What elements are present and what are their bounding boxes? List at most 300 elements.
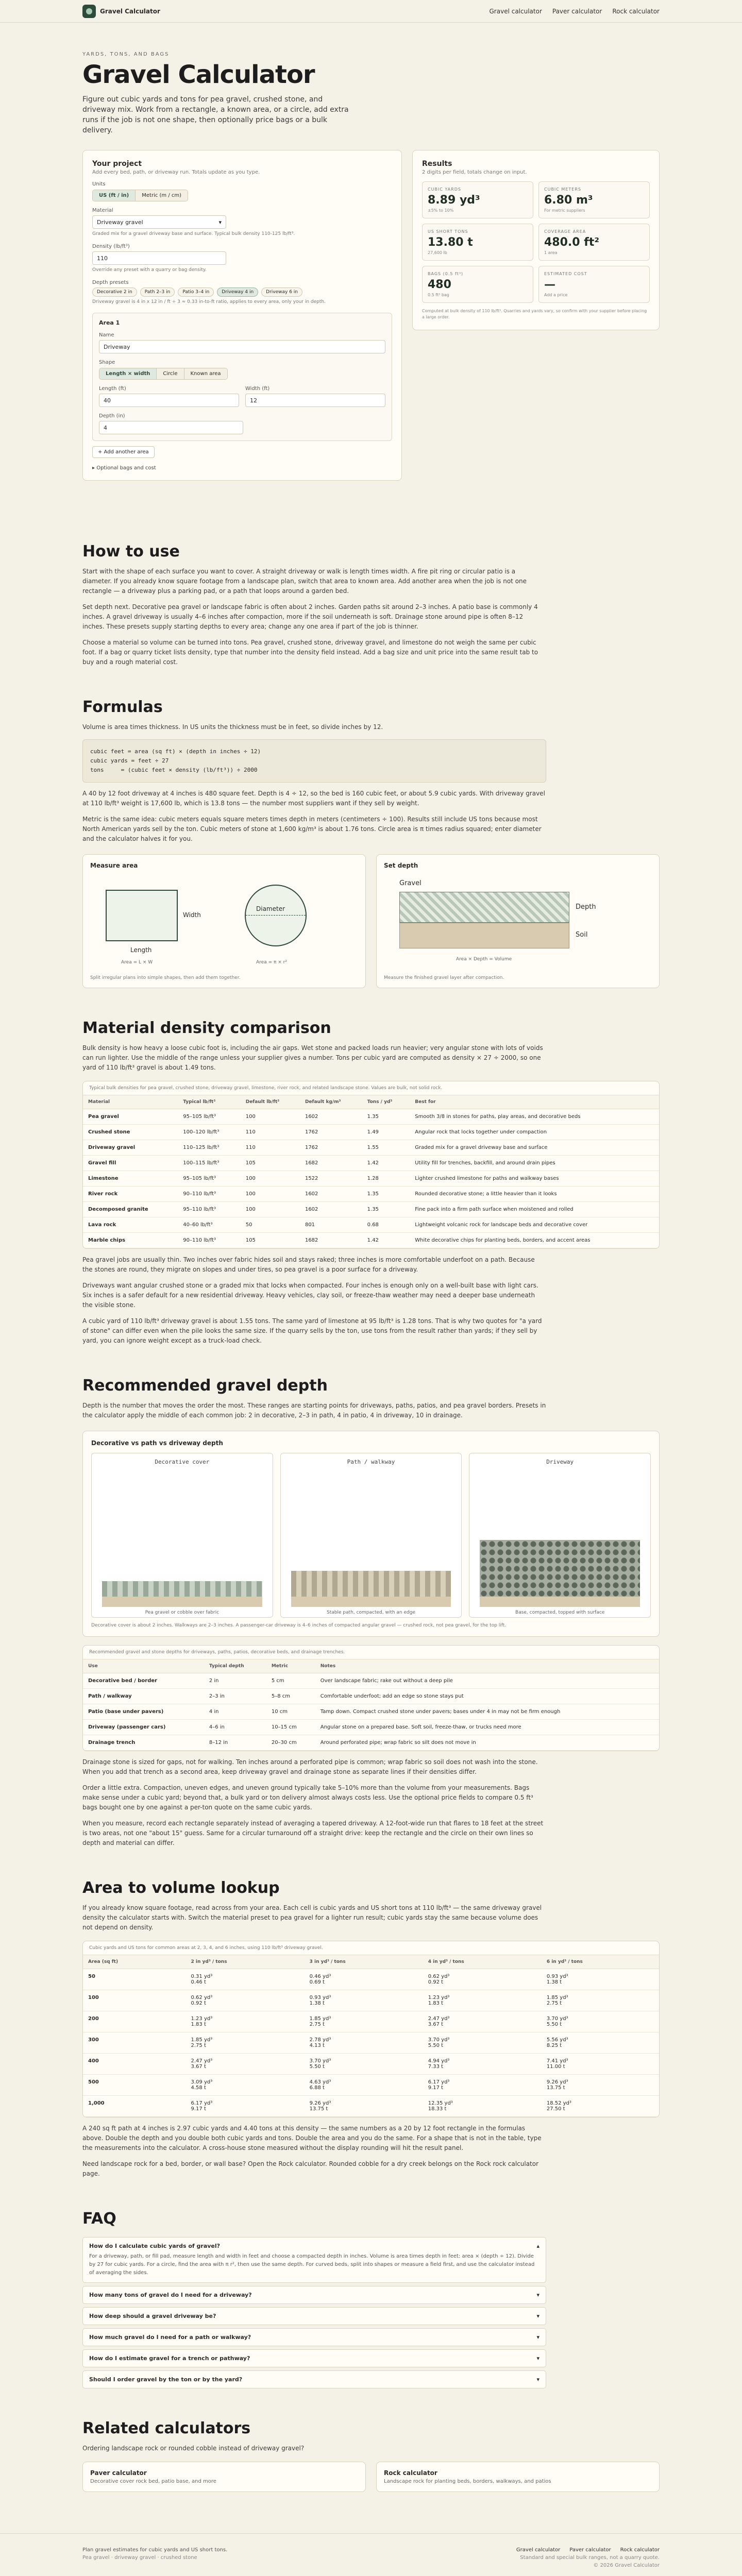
- result-sub: 1 area: [544, 250, 558, 255]
- table-cell: 95–110 lb/ft³: [178, 1202, 241, 1217]
- footer-text: Plan gravel estimates for cubic yards and US short tons.: [82, 2547, 228, 2553]
- table-cell: 12.35 yd³ 18.33 t: [423, 2096, 542, 2117]
- faq-answer: For a driveway, path, or fill pad, measure length and width in feet and choose a compacted depth in inches. Volume is area times depth in feet: area × (depth ÷ 12). Divide by 27 for cubic yards. For a circle, find the area with π r², then use the same depth. For curved beds, split into shapes or measure a field first, and use the calculator instead of averaging the sides.: [89, 2253, 535, 2276]
- table-cell: Fine pack into a firm path surface when moistened and rolled: [410, 1202, 660, 1217]
- table-row: [83, 1217, 660, 1233]
- table-cell: 0.62 yd³ 0.92 t: [186, 1990, 305, 2011]
- table-cell: 1.49: [362, 1125, 410, 1140]
- figure-title: Measure area: [90, 862, 138, 869]
- table-cell: Angular rock that locks together under compaction: [410, 1125, 660, 1140]
- result-card: [422, 181, 533, 218]
- nav-rock-link[interactable]: Rock calculator: [612, 8, 660, 15]
- table-cell: 2–3 in: [204, 1689, 266, 1704]
- column-header: Typical lb/ft³: [178, 1095, 241, 1109]
- table-cell: Pea gravel: [83, 1109, 178, 1125]
- faq-item[interactable]: [82, 2328, 546, 2346]
- column-header: Best for: [410, 1095, 660, 1109]
- lookup-table: [83, 1955, 660, 2117]
- formulas-paragraph: Volume is area times thickness. In US units the thickness must be in feet, so divide inches by 12.: [82, 723, 383, 731]
- width-input[interactable]: [245, 394, 385, 407]
- depth-paragraph: Depth is the number that moves the order the most. These ranges are starting points for driveways, paths, patios, and pea gravel borders. Presets in the calculator apply the middle of each common job: 2 in decorative, 2–3 in path, 4 in patio, 4 in driveway, 10 in drainage.: [82, 1402, 546, 1419]
- depth-cards: [91, 1453, 651, 1618]
- table-cell: 50: [241, 1217, 300, 1233]
- shape-label: Shape: [99, 360, 115, 365]
- depth-presets: [92, 287, 392, 297]
- shape-rect-option[interactable]: Length × width: [99, 368, 157, 379]
- results-footnote: Computed at bulk density of 110 lb/ft³. Quarries and yards vary, so confirm with your supplier before placing a large order.: [422, 309, 647, 319]
- density-paragraph: A cubic yard of 110 lb/ft³ driveway gravel is about 1.55 tons. The same yard of limestone at 95 lb/ft³ is 1.28 tons. That is why two quotes for "a yard of stone" can differ even when the pile looks the same size. If the quarry sells by the ton, use tons from the result rather than yards; if they sell by yard, you can ignore weight except as a truck-load check.: [82, 1317, 542, 1344]
- table-cell: Driveway (passenger cars): [83, 1720, 204, 1735]
- column-header: Use: [83, 1659, 204, 1673]
- table-cell: 50: [83, 1969, 186, 1990]
- result-card: [422, 266, 533, 303]
- table-cell: Decomposed granite: [83, 1202, 178, 1217]
- chevron-down-icon: ▾: [536, 2292, 539, 2298]
- column-header: 6 in yd³ / tons: [542, 1955, 660, 1969]
- length-value: 40: [104, 397, 111, 404]
- figure-caption: Measure the finished gravel layer after compaction.: [384, 975, 504, 980]
- related-desc: Landscape rock for planting beds, borders, walkways, and patios: [384, 2479, 551, 2484]
- area-name-input[interactable]: [99, 340, 385, 353]
- column-header: Default lb/ft³: [241, 1095, 300, 1109]
- shape-toggle: [99, 368, 228, 380]
- shape-circle-option[interactable]: Circle: [157, 368, 184, 379]
- soil-layer: [102, 1597, 262, 1607]
- table-cell: 18.52 yd³ 27.50 t: [542, 2096, 660, 2117]
- table-cell: 0.93 yd³ 1.38 t: [542, 1969, 660, 1990]
- faq-item[interactable]: [82, 2237, 546, 2283]
- table-caption: Cubic yards and US tons for common areas at 2, 3, 4, and 6 inches, using 110 lb/ft³ driveway gravel.: [83, 1941, 659, 1955]
- table-cell: 100–115 lb/ft³: [178, 1156, 241, 1171]
- result-sub: 0.5 ft³ bag: [428, 293, 449, 297]
- soil-layer: [480, 1597, 640, 1607]
- chevron-down-icon: ▾: [218, 218, 222, 226]
- density-value: 110: [97, 255, 108, 262]
- table-cell: 105: [241, 1156, 300, 1171]
- result-key: CUBIC METERS: [544, 187, 581, 192]
- result-sub: Add a price: [544, 293, 568, 297]
- density-label: Density (lb/ft³): [92, 244, 130, 249]
- table-row: [83, 1689, 660, 1704]
- table-cell: 95–105 lb/ft³: [178, 1109, 241, 1125]
- project-panel: [82, 150, 402, 481]
- figure-caption: Split irregular plans into simple shapes, then add them together.: [90, 975, 241, 980]
- depth-table-card: [82, 1645, 660, 1751]
- nav-paver-link[interactable]: Paver calculator: [552, 8, 602, 15]
- table-cell: 200: [83, 2011, 186, 2032]
- related-list: [82, 2462, 660, 2492]
- gravel-label: Gravel: [399, 879, 421, 887]
- site-header: [0, 0, 742, 23]
- table-cell: 100: [83, 1990, 186, 2011]
- table-cell: 5–8 cm: [266, 1689, 315, 1704]
- gravel-layer: [480, 1540, 640, 1597]
- column-header: 3 in yd³ / tons: [305, 1955, 423, 1969]
- table-cell: Limestone: [83, 1171, 178, 1187]
- depth-presets-label: Depth presets: [92, 280, 129, 285]
- table-cell: 100: [241, 1171, 300, 1187]
- units-toggle: [92, 190, 188, 201]
- units-us-option[interactable]: US (ft / in): [93, 190, 136, 201]
- area-name-value: Driveway: [104, 343, 130, 350]
- depth-card-sub: Stable path, compacted, with an edge: [327, 1610, 415, 1615]
- table-cell: Lava rock: [83, 1217, 178, 1233]
- faq-question: How much gravel do I need for a path or walkway?: [89, 2334, 251, 2341]
- table-cell: 4.63 yd³ 6.88 t: [305, 2075, 423, 2096]
- column-header: Tons / yd³: [362, 1095, 410, 1109]
- table-row: [83, 1233, 660, 1248]
- density-table-card: [82, 1081, 660, 1249]
- depth-card-title: Decorative cover: [155, 1459, 210, 1465]
- faq-question: How do I estimate gravel for a trench or pathway?: [89, 2355, 250, 2362]
- table-cell: Lightweight volcanic rock for landscape beds and decorative cover: [410, 1217, 660, 1233]
- table-cell: Comfortable underfoot; add an edge so stone stays put: [315, 1689, 660, 1704]
- table-cell: 3.09 yd³ 4.58 t: [186, 2075, 305, 2096]
- table-cell: 1.85 yd³ 2.75 t: [305, 2011, 423, 2032]
- table-cell: 500: [83, 2075, 186, 2096]
- howto-paragraph: Choose a material so volume can be turned into tons. Pea gravel, crushed stone, driveway gravel, and limestone do not weigh the same per cubic foot. If a bag or quarry ticket lists density, type that number into the density field instead. Add a bag size and unit price into the same result tab to buy and a rough material cost.: [82, 639, 538, 666]
- depth-note: Driveway gravel is 4 in x 12 in / ft ÷ 3 ≈ 0.33 in-to-ft ratio, applies to every area, only your in depth.: [92, 299, 326, 304]
- depth-card-decorative: [91, 1453, 273, 1618]
- table-row: [83, 2011, 660, 2032]
- add-area-button[interactable]: + Add another area: [92, 446, 155, 458]
- table-cell: Rounded decorative stone; a little heavier than it looks: [410, 1187, 660, 1202]
- howto-heading: How to use: [82, 543, 180, 561]
- density-note: Override any preset with a quarry or bag density.: [92, 267, 207, 273]
- measure-area-figure: [82, 854, 366, 988]
- table-cell: Decorative bed / border: [83, 1673, 204, 1689]
- table-cell: 1762: [300, 1140, 362, 1156]
- column-header: Area (sq ft): [83, 1955, 186, 1969]
- depth-chip[interactable]: Patio 3–4 in: [178, 287, 214, 297]
- table-cell: 1.23 yd³ 1.83 t: [423, 1990, 542, 2011]
- table-cell: 2.78 yd³ 4.13 t: [305, 2032, 423, 2054]
- table-cell: Around perforated pipe; wrap fabric so silt does not move in: [315, 1735, 660, 1751]
- table-cell: 1.23 yd³ 1.83 t: [186, 2011, 305, 2032]
- column-header: 4 in yd³ / tons: [423, 1955, 542, 1969]
- table-row: [83, 1673, 660, 1689]
- chevron-down-icon: ▾: [536, 2376, 539, 2383]
- units-label: Units: [92, 181, 106, 187]
- table-cell: 90–110 lb/ft³: [178, 1233, 241, 1248]
- footer-nav: [516, 2547, 660, 2553]
- table-cell: 3.70 yd³ 5.50 t: [542, 2011, 660, 2032]
- table-row: [83, 2054, 660, 2075]
- diameter-line: [246, 915, 306, 916]
- depth-formula: Area × Depth = Volume: [456, 957, 512, 962]
- table-cell: Drainage trench: [83, 1735, 204, 1751]
- lookup-table-card: [82, 1941, 660, 2117]
- material-label: Material: [92, 208, 113, 213]
- soil-label: Soil: [576, 931, 588, 939]
- howto-paragraph: Set depth next. Decorative pea gravel or landscape fabric is often about 2 inches. Garden paths sit around 2–3 inches. A patio base is commonly 4 inches. A gravel driveway is usually 4–6 inches after compaction, more if the soil underneath is soft. Drainage stone around pipe is often 8–12 inches. These presets supply starting depths to every area; change any one area if part of the job is thinner.: [82, 603, 538, 630]
- related-card[interactable]: [376, 2462, 660, 2492]
- project-subtitle: Add every bed, path, or driveway run. Totals update as you type.: [92, 170, 260, 175]
- table-cell: Smooth 3/8 in stones for paths, play areas, and decorative beds: [410, 1109, 660, 1125]
- length-input[interactable]: [99, 394, 239, 407]
- table-cell: Marble chips: [83, 1233, 178, 1248]
- gravel-layer: [102, 1581, 262, 1597]
- lookup-heading: Area to volume lookup: [82, 1879, 280, 1897]
- table-cell: 0.31 yd³ 0.46 t: [186, 1969, 305, 1990]
- table-cell: 5.56 yd³ 8.25 t: [542, 2032, 660, 2054]
- column-header: 2 in yd³ / tons: [186, 1955, 305, 1969]
- rectangle-shape: [106, 890, 178, 941]
- table-cell: 0.93 yd³ 1.38 t: [305, 1990, 423, 2011]
- results-title: Results: [422, 160, 452, 168]
- depth-card-title: Driveway: [546, 1459, 574, 1465]
- soil-layer: [399, 923, 569, 948]
- chevron-down-icon: ▾: [536, 2334, 539, 2341]
- result-value: 480: [428, 278, 451, 291]
- depth-label: Depth: [576, 903, 596, 911]
- units-metric-option[interactable]: Metric (m / cm): [136, 190, 188, 201]
- formulas-heading: Formulas: [82, 698, 163, 716]
- related-heading: Related calculators: [82, 2419, 251, 2437]
- soil-layer: [291, 1597, 451, 1607]
- results-grid: [422, 181, 650, 303]
- table-cell: River rock: [83, 1187, 178, 1202]
- result-value: 8.89 yd³: [428, 194, 480, 207]
- table-cell: Lighter crushed limestone for paths and walkway bases: [410, 1171, 660, 1187]
- faq-question: How deep should a gravel driveway be?: [89, 2313, 216, 2319]
- result-key: COVERAGE AREA: [544, 229, 586, 234]
- density-heading: Material density comparison: [82, 1019, 331, 1037]
- related-card[interactable]: [82, 2462, 366, 2492]
- faq-list: [82, 2237, 546, 2388]
- table-cell: 1.55: [362, 1140, 410, 1156]
- depth-card-title: Path / walkway: [347, 1459, 395, 1465]
- depth-heading: Recommended gravel depth: [82, 1377, 328, 1395]
- faq-item[interactable]: [82, 2349, 546, 2367]
- results-subtitle: 2 digits per field, totals change on input.: [422, 170, 527, 175]
- result-value: 480.0 ft²: [544, 236, 599, 249]
- column-header: Material: [83, 1095, 178, 1109]
- faq-question: How do I calculate cubic yards of gravel?: [89, 2243, 221, 2249]
- table-cell: 1.35: [362, 1187, 410, 1202]
- brand[interactable]: [82, 5, 160, 18]
- table-row: [83, 1125, 660, 1140]
- column-header: Typical depth: [204, 1659, 266, 1673]
- table-row: [83, 2032, 660, 2054]
- table-cell: 105: [241, 1233, 300, 1248]
- chevron-up-icon: ▴: [536, 2243, 539, 2249]
- table-cell: 1.42: [362, 1156, 410, 1171]
- site-footer: [0, 2533, 742, 2576]
- depth-chip[interactable]: Decorative 2 in: [92, 287, 137, 297]
- table-row: [83, 1735, 660, 1751]
- table-cell: 1682: [300, 1233, 362, 1248]
- table-cell: 40–60 lb/ft³: [178, 1217, 241, 1233]
- table-cell: 1762: [300, 1125, 362, 1140]
- page-title: Gravel Calculator: [82, 60, 315, 89]
- footer-rock-link[interactable]: Rock calculator: [620, 2547, 660, 2553]
- table-cell: 20–30 cm: [266, 1735, 315, 1751]
- table-row: [83, 2075, 660, 2096]
- table-cell: 110: [241, 1125, 300, 1140]
- table-cell: 1602: [300, 1202, 362, 1217]
- result-card: [538, 224, 650, 261]
- faq-item[interactable]: [82, 2286, 546, 2304]
- top-nav: [490, 8, 660, 15]
- faq-item[interactable]: [82, 2370, 546, 2388]
- table-cell: 90–110 lb/ft³: [178, 1187, 241, 1202]
- depth-chip[interactable]: Path 2–3 in: [140, 287, 175, 297]
- result-card: [538, 181, 650, 218]
- table-cell: 8–12 in: [204, 1735, 266, 1751]
- table-cell: 1.35: [362, 1202, 410, 1217]
- related-desc: Decorative cover rock bed, patio base, and more: [90, 2479, 216, 2484]
- table-cell: Path / walkway: [83, 1689, 204, 1704]
- result-key: CUBIC YARDS: [428, 187, 461, 192]
- table-cell: 3.70 yd³ 5.50 t: [423, 2032, 542, 2054]
- table-cell: 110–125 lb/ft³: [178, 1140, 241, 1156]
- table-cell: 10 cm: [266, 1704, 315, 1720]
- table-cell: 1602: [300, 1187, 362, 1202]
- figure-title: Set depth: [384, 862, 418, 869]
- table-row: [83, 1109, 660, 1125]
- circle-formula: Area = π × r²: [256, 960, 287, 965]
- result-key: BAGS (0.5 ft³): [428, 272, 464, 276]
- footer-gravel-link[interactable]: Gravel calculator: [516, 2547, 561, 2553]
- table-row: [83, 2096, 660, 2117]
- table-cell: White decorative chips for planting beds, borders, and accent areas: [410, 1233, 660, 1248]
- table-cell: Crushed stone: [83, 1125, 178, 1140]
- shape-known-option[interactable]: Known area: [184, 368, 227, 379]
- figure-title: Decorative vs path vs driveway depth: [91, 1439, 223, 1447]
- table-row: [83, 1140, 660, 1156]
- faq-item[interactable]: [82, 2307, 546, 2325]
- table-row: [83, 1187, 660, 1202]
- depth-card-path: [280, 1453, 462, 1618]
- density-table: [83, 1095, 660, 1248]
- table-caption: Recommended gravel and stone depths for driveways, paths, patios, decorative beds, and drainage trenches.: [83, 1646, 659, 1659]
- table-cell: 4.94 yd³ 7.33 t: [423, 2054, 542, 2075]
- density-input[interactable]: [92, 251, 226, 265]
- nav-gravel-link[interactable]: Gravel calculator: [489, 8, 542, 15]
- result-card: [538, 266, 650, 303]
- density-paragraph: Pea gravel jobs are usually thin. Two inches over fabric hides soil and stays raked; three inches is more comfortable underfoot on a path. Because the stones are round, they migrate on slopes and under tires, so pea gravel is a poor surface for a driveway.: [82, 1256, 535, 1273]
- table-cell: 0.68: [362, 1217, 410, 1233]
- depth-chip[interactable]: Driveway 6 in: [261, 287, 302, 297]
- table-cell: 1.42: [362, 1233, 410, 1248]
- column-header: Default kg/m³: [300, 1095, 362, 1109]
- table-cell: Graded mix for a gravel driveway base and surface: [410, 1140, 660, 1156]
- table-cell: 10–15 cm: [266, 1720, 315, 1735]
- table-cell: 0.46 yd³ 0.69 t: [305, 1969, 423, 1990]
- table-row: [83, 1156, 660, 1171]
- depth-chip[interactable]: Driveway 4 in: [217, 287, 258, 297]
- footer-text: Standard and special bulk ranges, not a quarry quote.: [520, 2555, 660, 2561]
- table-cell: Patio (base under pavers): [83, 1704, 204, 1720]
- depth-in-input[interactable]: [99, 421, 243, 434]
- project-title: Your project: [92, 160, 142, 168]
- depth-card-driveway: [469, 1453, 651, 1618]
- lookup-paragraph: Need landscape rock for a bed, border, or wall base? Open the Rock calculator. Rounded cobble for a dry creek belongs on the Rock rock calculator page.: [82, 2160, 539, 2177]
- brand-name: Gravel Calculator: [100, 8, 160, 15]
- material-select[interactable]: [92, 215, 226, 229]
- lookup-paragraph: A 240 sq ft path at 4 inches is 2.97 cubic yards and 4.40 tons at this density — the same numbers as a 20 by 12 foot rectangle in the formulas above. Double the depth and you double both cubic yards and tons. Double the area and you do the same. For a shape that is not in the table, type the measurements into the calculator. A cross-house stone measured without the display rounding will hit the result panel.: [82, 2125, 542, 2151]
- table-row: [83, 1171, 660, 1187]
- hero-eyebrow: YARDS, TONS, AND BAGS: [82, 52, 170, 57]
- formulas-paragraph: Metric is the same idea: cubic meters equals square meters times depth in meters (centimeters ÷ 100). Results still include US tons because most North American yards sell by the ton. Cubic meters of stone at 1,600 kg/m³ is about 1.76 tons. Circle area is π times radius squared; enter diameter and the calculator halves it for you.: [82, 816, 542, 842]
- measure-area-diagram: [90, 874, 358, 972]
- table-cell: 2.47 yd³ 3.67 t: [186, 2054, 305, 2075]
- table-cell: 100: [241, 1202, 300, 1217]
- depth-card-sub: Base, compacted, topped with surface: [515, 1610, 605, 1615]
- related-title: Rock calculator: [384, 2469, 437, 2477]
- table-cell: 1602: [300, 1109, 362, 1125]
- depth-figure: [82, 1431, 660, 1637]
- table-cell: 1,000: [83, 2096, 186, 2117]
- table-cell: 100: [241, 1187, 300, 1202]
- table-row: [83, 1720, 660, 1735]
- howto-paragraph: Start with the shape of each surface you want to cover. A straight driveway or walk is length times width. A fire pit ring or circular patio is a diameter. If you already know square footage from a landscape plan, switch that area to known area. Add another area when the job is not one rectangle — a driveway plus a parking pad, or a path that loops around a garden bed.: [82, 568, 527, 595]
- set-depth-figure: [376, 854, 660, 988]
- table-row: [83, 1202, 660, 1217]
- footer-paver-link[interactable]: Paver calculator: [569, 2547, 611, 2553]
- depth-in-label: Depth (in): [99, 413, 125, 419]
- width-label: Width (ft): [245, 386, 270, 392]
- copyright: © 2026 Gravel Calculator: [593, 2563, 660, 2568]
- table-cell: 0.62 yd³ 0.92 t: [423, 1969, 542, 1990]
- result-sub: For metric suppliers: [544, 208, 585, 213]
- figure-caption: Decorative cover is about 2 inches. Walkways are 2–3 inches. A passenger-car driveway is 4–6 inches of compacted angular gravel — crushed rock, not pea gravel, for the top lift.: [91, 1623, 507, 1628]
- table-cell: 1522: [300, 1171, 362, 1187]
- formula-code: cubic feet = area (sq ft) × (depth in inches ÷ 12) cubic yards = feet ÷ 27 tons = (cubic feet × density (lb/ft³)) ÷ 2000: [82, 739, 546, 783]
- optional-bags-toggle[interactable]: ▸ Optional bags and cost: [92, 465, 156, 471]
- table-cell: 4–6 in: [204, 1720, 266, 1735]
- faq-question: Should I order gravel by the ton or by the yard?: [89, 2376, 243, 2383]
- table-cell: Tamp down. Compact crushed stone under pavers; bases under 4 in may not be firm enough: [315, 1704, 660, 1720]
- lookup-paragraph: If you already know square footage, read across from your area. Each cell is cubic yards and US short tons at 110 lb/ft³ — the same driveway gravel density the calculator starts with. Switch the material preset to pea gravel for a lighter run result; cubic yards stay the same because volume does not depend on density.: [82, 1904, 542, 1931]
- table-cell: 2.47 yd³ 3.67 t: [423, 2011, 542, 2032]
- faq-question: How many tons of gravel do I need for a driveway?: [89, 2292, 252, 2298]
- area-name-label: Name: [99, 332, 114, 338]
- depth-card-sub: Pea gravel or cobble over fabric: [145, 1610, 220, 1615]
- area-card: [92, 313, 392, 441]
- table-caption: Typical bulk densities for pea gravel, crushed stone, driveway gravel, limestone, river rock, and related landscape stone. Values are bulk, not solid rock.: [83, 1081, 659, 1095]
- width-value: 12: [250, 397, 257, 404]
- gravel-layer: [291, 1571, 451, 1597]
- table-cell: 6.17 yd³ 9.17 t: [186, 2096, 305, 2117]
- result-value: 13.80 t: [428, 236, 473, 249]
- result-key: ESTIMATED COST: [544, 272, 587, 276]
- table-cell: 95–105 lb/ft³: [178, 1171, 241, 1187]
- table-cell: 7.41 yd³ 11.00 t: [542, 2054, 660, 2075]
- result-value: 6.80 m³: [544, 194, 593, 207]
- table-cell: 6.17 yd³ 9.17 t: [423, 2075, 542, 2096]
- table-cell: 400: [83, 2054, 186, 2075]
- chevron-down-icon: ▾: [536, 2313, 539, 2319]
- result-sub: 27,600 lb: [428, 250, 447, 255]
- table-row: [83, 1969, 660, 1990]
- table-cell: 801: [300, 1217, 362, 1233]
- depth-paragraph: Order a little extra. Compaction, uneven edges, and uneven ground typically take 5–10% more than the volume from your measurements. Bags make sense under a cubic yard; beyond that, a bulk yard or ton delivery almost always costs less. Use the optional price fields to compare 0.5 ft³ bags bought one by one against a per-ton quote on the same cubic yards.: [82, 1784, 533, 1811]
- table-cell: Gravel fill: [83, 1156, 178, 1171]
- table-cell: 1.85 yd³ 2.75 t: [542, 1990, 660, 2011]
- table-cell: 100–120 lb/ft³: [178, 1125, 241, 1140]
- table-cell: 100: [241, 1109, 300, 1125]
- length-label: Length: [130, 946, 152, 954]
- table-cell: 3.70 yd³ 5.50 t: [305, 2054, 423, 2075]
- depth-paragraph: When you measure, record each rectangle separately instead of averaging a tapered driveway. A 12-foot-wide run that flares to 18 feet at the street is two areas, not one "about 15" guess. Same for a circular turnaround off a straight drive: keep the rectangle and the circle on their own lines so depth and material can differ.: [82, 1820, 544, 1846]
- density-paragraph: Driveways want angular crushed stone or a graded mix that locks when compacted. Four inches is enough only on a well-built base with light cars. Six inches is a safer default for a new residential driveway. Heavy vehicles, clay soil, or freeze-thaw weather may need a deeper base underneath the visible stone.: [82, 1282, 538, 1309]
- table-cell: 1.28: [362, 1171, 410, 1187]
- table-cell: Over landscape fabric; rake out without a deep pile: [315, 1673, 660, 1689]
- material-value: Driveway gravel: [97, 218, 143, 226]
- chevron-down-icon: ▾: [536, 2355, 539, 2362]
